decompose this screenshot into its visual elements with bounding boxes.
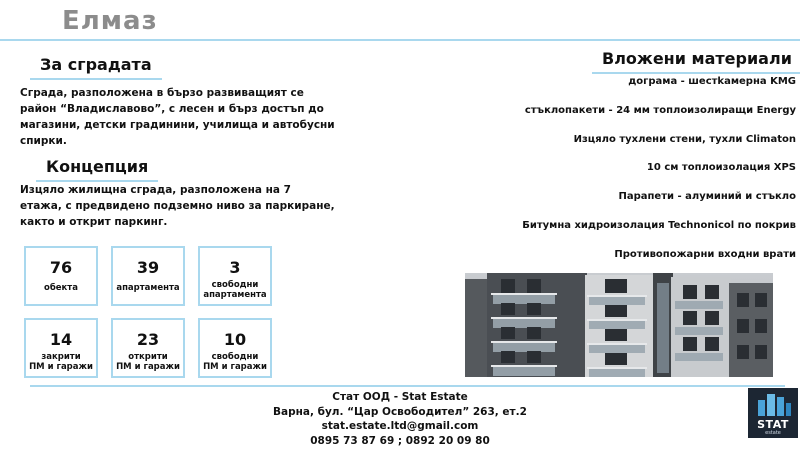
concept-line: етажа, с предвидено подземно ниво за паркиране, — [20, 200, 335, 212]
stat-value: 23 — [136, 330, 160, 349]
page-title: Елмаз — [62, 6, 158, 36]
building-heading: За сградата — [36, 55, 156, 76]
stat-label-line: ПМ и гаражи — [203, 362, 267, 372]
footer-contacts — [220, 390, 580, 448]
material-item: 10 см топлоизолация XPS — [646, 162, 796, 174]
material-item: Противопожарни входни врати — [614, 248, 796, 260]
company-name: Стат ООД - Stat Estate — [332, 391, 468, 403]
material-item: Изцяло тухлени стени, тухли Climaton — [573, 133, 796, 145]
building-photo — [465, 273, 773, 377]
stat-label-line: свободни — [211, 280, 259, 290]
stat-label-line: ПМ и гаражи — [116, 362, 180, 372]
stat-value: 10 — [223, 330, 247, 349]
company-email[interactable]: stat.estate.ltd@gmail.com — [321, 420, 479, 432]
material-item: Битумна хидроизолация Technonicol по покрив — [522, 219, 796, 231]
company-phones: 0895 73 87 69 ; 0892 20 09 80 — [310, 434, 490, 447]
stat-card-objects — [24, 246, 98, 306]
building-line: Сграда, разположена в бързо развиващият се — [20, 87, 304, 99]
stat-value: 76 — [49, 258, 73, 277]
stat-value: 39 — [136, 258, 160, 277]
building-description — [20, 85, 350, 149]
stat-label-line: открити — [128, 352, 168, 362]
stat-label: обекта — [44, 283, 78, 293]
concept-line: както и открит паркинг. — [20, 216, 168, 228]
stat-label-line: свободни — [211, 352, 259, 362]
concept-line: Изцяло жилищна сграда, разположена на 7 — [20, 184, 291, 196]
stat-card-covered-parking — [24, 318, 98, 378]
stat-label — [113, 352, 183, 372]
header-divider — [0, 39, 800, 41]
material-item: дограма - шестkамерна KMG — [628, 76, 796, 87]
stat-estate-logo — [748, 388, 798, 438]
stat-label-line: апартамента — [203, 290, 267, 300]
stat-label-line: ПМ и гаражи — [29, 362, 93, 372]
stat-value: 3 — [229, 258, 241, 277]
materials-list — [476, 74, 796, 276]
concept-description — [20, 182, 350, 230]
building-line: район “Владиславово”, с лесен и бърз достъп до — [20, 103, 324, 115]
building-line: магазини, детски градинини, училища и автобусни — [20, 119, 335, 131]
stat-label — [26, 352, 96, 372]
logo-text: STAT — [757, 418, 789, 431]
concept-heading: Концепция — [42, 157, 152, 178]
stat-card-free-apartments — [198, 246, 272, 306]
footer-divider — [30, 385, 785, 387]
material-item: Парапети - алуминий и стъкло — [618, 191, 796, 203]
company-address: Варна, бул. “Цар Освободител” 263, ет.2 — [273, 405, 527, 418]
stat-card-apartments — [111, 246, 185, 306]
stat-label-line: закрити — [41, 352, 81, 362]
materials-heading: Вложени материали — [598, 49, 796, 70]
stat-label — [200, 280, 270, 300]
material-item: стъклопакети - 24 мм топлоизолиращи Energy — [524, 104, 796, 116]
stat-card-free-parking — [198, 318, 272, 378]
logo-subtext: estate — [765, 430, 781, 436]
stat-label: апартамента — [116, 283, 180, 293]
stat-card-open-parking — [111, 318, 185, 378]
stat-value: 14 — [49, 330, 73, 349]
building-line: спирки. — [20, 135, 67, 147]
buildings-icon — [748, 388, 798, 418]
stat-label — [200, 352, 270, 372]
